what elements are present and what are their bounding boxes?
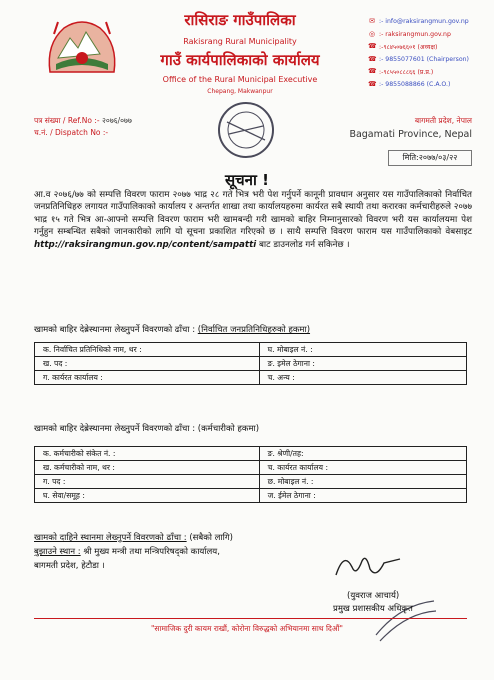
- phone-icon: ☎: [368, 42, 377, 50]
- province-block: [349, 116, 472, 140]
- submit-place: [34, 546, 220, 557]
- table-cell: ङ. श्रेणी/तह:: [259, 447, 466, 461]
- contact-row: [368, 16, 492, 27]
- table-cell: घ. सेवा/समूह :: [35, 489, 260, 503]
- contact-text: :-९८५५०८८८६६ (प्र.प्र.): [379, 69, 434, 76]
- contact-text: :-९८४५०७६६०१ (अध्यक्ष): [379, 44, 438, 51]
- contact-row: [368, 29, 492, 40]
- table-cell: घ. मोबाइल नं. :: [259, 343, 466, 357]
- table-row: [35, 489, 467, 503]
- table-row: [35, 475, 467, 489]
- date-box: मिति:२०७७/०३/२२: [388, 150, 472, 166]
- download-link[interactable]: http://raksirangmun.gov.np/content/sampatti: [34, 239, 257, 250]
- footer-divider: [34, 618, 467, 619]
- section3-title: [34, 532, 233, 543]
- office-location-small: Chepang, Makwanpur: [207, 88, 273, 95]
- section3-title-underlined: खामको दाहिने स्थानमा लेख्नुपर्ने विवरणको ढाँचा :: [34, 533, 187, 543]
- email-icon: ✉: [369, 17, 375, 25]
- ref-number: [34, 116, 132, 126]
- table-cell: ख. कर्मचारीको नाम, थर :: [35, 461, 260, 475]
- contact-text: :- 9855077601 (Chairperson): [379, 55, 469, 63]
- table-row: [35, 371, 467, 385]
- elected-representative-table: [34, 342, 467, 385]
- phone-icon: ☎: [368, 67, 377, 75]
- signatory-name: (युवराज आचार्य): [347, 591, 400, 601]
- table-row: [35, 447, 467, 461]
- table-cell: च. अन्य :: [259, 371, 466, 385]
- signature-icon: [330, 547, 410, 585]
- ref-label: पत्र संख्या / Ref.No :-: [34, 116, 100, 125]
- notice-body-end: बाट डाउनलोड गर्न सकिनेछ ।: [258, 239, 350, 250]
- official-stamp-icon: [215, 100, 277, 160]
- signatory-title: प्रमुख प्रशासकीय अधिकृत: [333, 604, 413, 614]
- contact-text: :- 9855088866 (C.A.O.): [379, 80, 451, 88]
- contact-text[interactable]: :- raksirangmun.gov.np: [379, 30, 451, 38]
- contact-list: [368, 16, 492, 91]
- dispatch-label: च.नं. / Dispatch No :-: [34, 128, 109, 137]
- office-name-np: गाउँ कार्यपालिकाको कार्यालय: [160, 51, 320, 69]
- web-icon: ◎: [368, 29, 376, 38]
- province-name-np: बागमती प्रदेश, नेपाल: [414, 116, 472, 125]
- table-cell: ङ. इमेल ठेगाना :: [259, 357, 466, 371]
- contact-row: [368, 54, 492, 65]
- ref-value: २०७६/०७७: [102, 116, 132, 125]
- table-row: [35, 343, 467, 357]
- table-cell: ज. ईमेल ठेगाना :: [259, 489, 466, 503]
- notice-title: सूचना !: [225, 171, 269, 189]
- office-name-en: Office of the Rural Municipal Executive: [162, 75, 318, 84]
- table-cell: ग. कार्यरत कार्यालय :: [35, 371, 260, 385]
- province-name-en: Bagamati Province, Nepal: [349, 129, 472, 140]
- phone-icon: ☎: [368, 79, 377, 88]
- table-row: [35, 357, 467, 371]
- submit-label: बुझाउने स्थान :: [34, 547, 81, 557]
- submit-value: श्री मुख्य मन्त्री तथा मन्त्रिपरिषद्को कार्यालय,: [83, 547, 220, 557]
- table-cell: क. कर्मचारीको संकेत नं. :: [35, 447, 260, 461]
- section1-title-prefix: खामको बाहिर देब्रेस्थानमा लेख्नुपर्ने विवरणको ढाँचा :: [34, 325, 196, 335]
- table-cell: छ. मोबाइल नं. :: [259, 475, 466, 489]
- table-cell: च. कार्यरत कार्यालय :: [259, 461, 466, 475]
- contact-row: [368, 41, 492, 52]
- footer-slogan: "सामाजिक दुरी कायम राखौं, कोरोना विरुद्धको अभियानमा साथ दिऔं": [150, 624, 343, 633]
- table-row: [35, 461, 467, 475]
- contact-row: [368, 66, 492, 77]
- section1-title: [34, 324, 310, 335]
- section2-title: खामको बाहिर देब्रेस्थानमा लेख्नुपर्ने विवरणको ढाँचा : (कर्मचारीको हकमा): [34, 424, 260, 434]
- phone-icon: ☎: [368, 54, 377, 63]
- employee-table: [34, 446, 467, 503]
- municipality-name-en: Rakisrang Rural Municipality: [183, 37, 297, 46]
- table-cell: क. निर्वाचित प्रतिनिधिको नाम, थर :: [35, 343, 260, 357]
- section3-title-rest: (सबैको लागि): [189, 533, 233, 543]
- table-cell: ग. पद :: [35, 475, 260, 489]
- notice-body-text: आ.व २०७६/७७ को सम्पत्ति विवरण फाराम २०७७ भाद्र २८ गते भित्र भरी पेश गर्नुपर्ने कानूनी प्रावधान अनुसार यस गाउँपालिकाको निर्वाचित जनप्रतिनिधिहरु लगायत गाउँपालिकाको कार्यालय र अन्तर्गत शाखा तथा कार्यालयहरुमा कार्यरत सबै स्थायी तथा करारका कर्मचारीहरुले २०७७ भाद्र १५ गते भित्र आ-आफ्नो सम्पत्ति विवरण फाराम भरी खामबन्दी गरी खामको बाहिर निम्नानुसारको विवरण भरी यस कार्यालयमा पेश गर्नुहुन सम्बन्धित सबैको जानकारीको लागि यो सूचना प्रकाशित गरिएको छ । साथै सम्पत्ति विवरण फाराम यस गाउँपालिकाको वेबसाइट: [34, 190, 472, 238]
- section1-title-suffix: (निर्वाचित जनप्रतिनिधिहरुको हकमा): [197, 325, 311, 335]
- nepal-emblem-icon: [44, 14, 120, 76]
- municipality-name-np: रासिराङ गाउँपालिका: [184, 11, 296, 29]
- notice-body: [34, 189, 472, 251]
- table-cell: ख. पद :: [35, 357, 260, 371]
- submit-address: बागमती प्रदेश, हेटौडा ।: [34, 561, 105, 571]
- contact-text[interactable]: :- info@raksirangmun.gov.np: [379, 18, 469, 25]
- contact-row: [368, 79, 492, 90]
